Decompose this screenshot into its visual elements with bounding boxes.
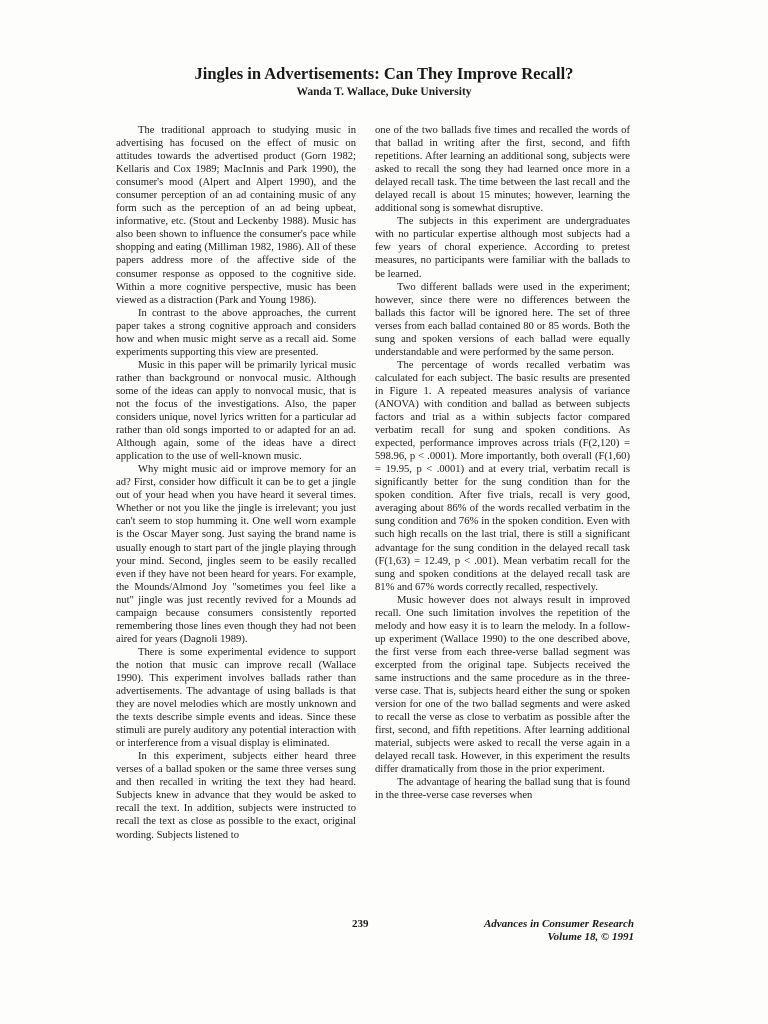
paragraph: The traditional approach to studying music in advertising has focused on the effect of music on attitudes towards the advertised product (Gorn 1982; Kellaris and Cox 1989; MacInnis and Park 1990), the consumer's mood (Alpert and Alpert 1990), and the consumer perception of an ad containing music of any form such as the perception of an ad being upbeat, informative, etc. (Stout and Leckenby 1988). Music has also been shown to influence the consumer's pace while shopping and eating (Milliman 1982, 1986). All of these papers address more of the affective side of the consumer response as opposed to the cognitive side. Within a more cognitive perspective, music has been viewed as a distraction (Park and Young 1986). <box>116 125 356 306</box>
paragraph: In contrast to the above approaches, the current paper takes a strong cognitive approach and considers how and when music might serve as a recall aid. Some experiments supporting this view are presented. <box>116 307 356 358</box>
paragraph: The percentage of words recalled verbatim was calculated for each subject. The basic results are presented in Figure 1. A repeated measures analysis of variance (ANOVA) with condition and ballad as between subjects factors and trial as a within subjects factor compared verbatim recall for sung and spoken conditions. As expected, performance improves across trials (F(2,120) = 598.96, p < .0001). More importantly, both overall (F(1,60) = 19.95, p < .0001) and at every trial, verbatim recall is significantly better for the sung condition than for the spoken condition. After five trials, recall is very good, averaging about 86% of the words recalled verbatim in the sung condition and 76% in the spoken condition. Even with such high recalls on the last trial, there is still a significant advantage for the sung condition in the delayed recall task (F(1,63) = 12.49, p < .001). Mean verbatim recall for the sung and spoken conditions at the delayed recall task are 81% and 67% words correctly recalled, respectively. <box>375 359 630 593</box>
paragraph: There is some experimental evidence to support the notion that music can improve recall (Wallace 1990). This experiment involves ballads rather than advertisements. The advantage of using ballads is that they are novel melodies which are mostly unknown and the texts describe simple events and ideas. Since these stimuli are purely auditory any potential interaction with or interference from a visual display is eliminated. <box>116 646 356 750</box>
paragraph: Music in this paper will be primarily lyrical music rather than background or nonvocal music. Although some of the ideas can apply to nonvocal music, that is not the focus of the investigations. Also, the paper considers unique, novel lyrics written for a particular ad rather than old songs imported to or adapted for an ad. Although again, some of the ideas have a direct application to the use of well-known music. <box>116 359 356 463</box>
journal-volume: Volume 18, © 1991 <box>547 931 634 943</box>
left-column <box>116 124 356 842</box>
paper-title: Jingles in Advertisements: Can They Improve Recall? <box>194 64 574 83</box>
right-column <box>375 124 630 802</box>
paragraph: Music however does not always result in improved recall. One such limitation involves the repetition of the melody and how easy it is to learn the melody. In a follow-up experiment (Wallace 1990) to the one described above, the first verse from each three-verse ballad segment was excerpted from the original tape. Subjects received the same instructions and the same procedure as in the three-verse case. That is, subjects heard either the sung or spoken version for one of the two ballad segments and were asked to recall the verse as close to verbatim as possible after the first, second, and fifth repetitions. After learning additional material, subjects were asked to recall the verse again in a delayed recall task. However, in this experiment the results differ dramatically from those in the prior experiment. <box>375 594 630 776</box>
paragraph: The subjects in this experiment are undergraduates with no particular expertise although most subjects had a few years of choral experience. According to pretest measures, no participants were familiar with the ballads to be learned. <box>375 216 630 280</box>
paragraph: one of the two ballads five times and recalled the words of that ballad in writing after the first, second, and fifth repetitions. After learning an additional song, subjects were asked to recall the song they had learned once more in a delayed recall task. The time between the last recall and the delayed recall is about 15 minutes; however, learning the additional song is somewhat disruptive. <box>375 125 630 215</box>
paragraph: In this experiment, subjects either heard three verses of a ballad spoken or the same three verses sung and then recalled in writing the text they had heard. Subjects knew in advance that they would be asked to recall the text. In addition, subjects were instructed to recall the text as close as possible to the exact, original wording. Subjects listened to <box>116 751 356 841</box>
journal-citation <box>484 918 634 944</box>
journal-name: Advances in Consumer Research <box>483 918 634 930</box>
paragraph: Why might music aid or improve memory for an ad? First, consider how difficult it can be to get a jingle out of your head when you have heard it several times. Whether or not you like the jingle is irrelevant; you just can't seem to stop humming it. One well worn example is the Oscar Mayer song. Just saying the brand name is usually enough to start part of the jingle playing through your mind. Second, jingles seem to be easily recalled even if they have not been heard for years. For example, the Mounds/Almond Joy "sometimes you feel like a nut" jingle was just recently revived for a Mounds ad campaign because consumers consistently reported remembering those lines even though they had not been aired for years (Dagnoli 1989). <box>116 464 356 645</box>
author-line: Wanda T. Wallace, Duke University <box>296 86 472 98</box>
paragraph: Two different ballads were used in the experiment; however, since there were no differences between the ballads this factor will be ignored here. The set of three verses from each ballad contained 80 or 85 words. Both the sung and spoken versions of each ballad were equally understandable and were performed by the same person. <box>375 281 630 358</box>
paragraph: The advantage of hearing the ballad sung that is found in the three-verse case reverses when <box>375 777 630 802</box>
page-number: 239 <box>352 918 369 930</box>
